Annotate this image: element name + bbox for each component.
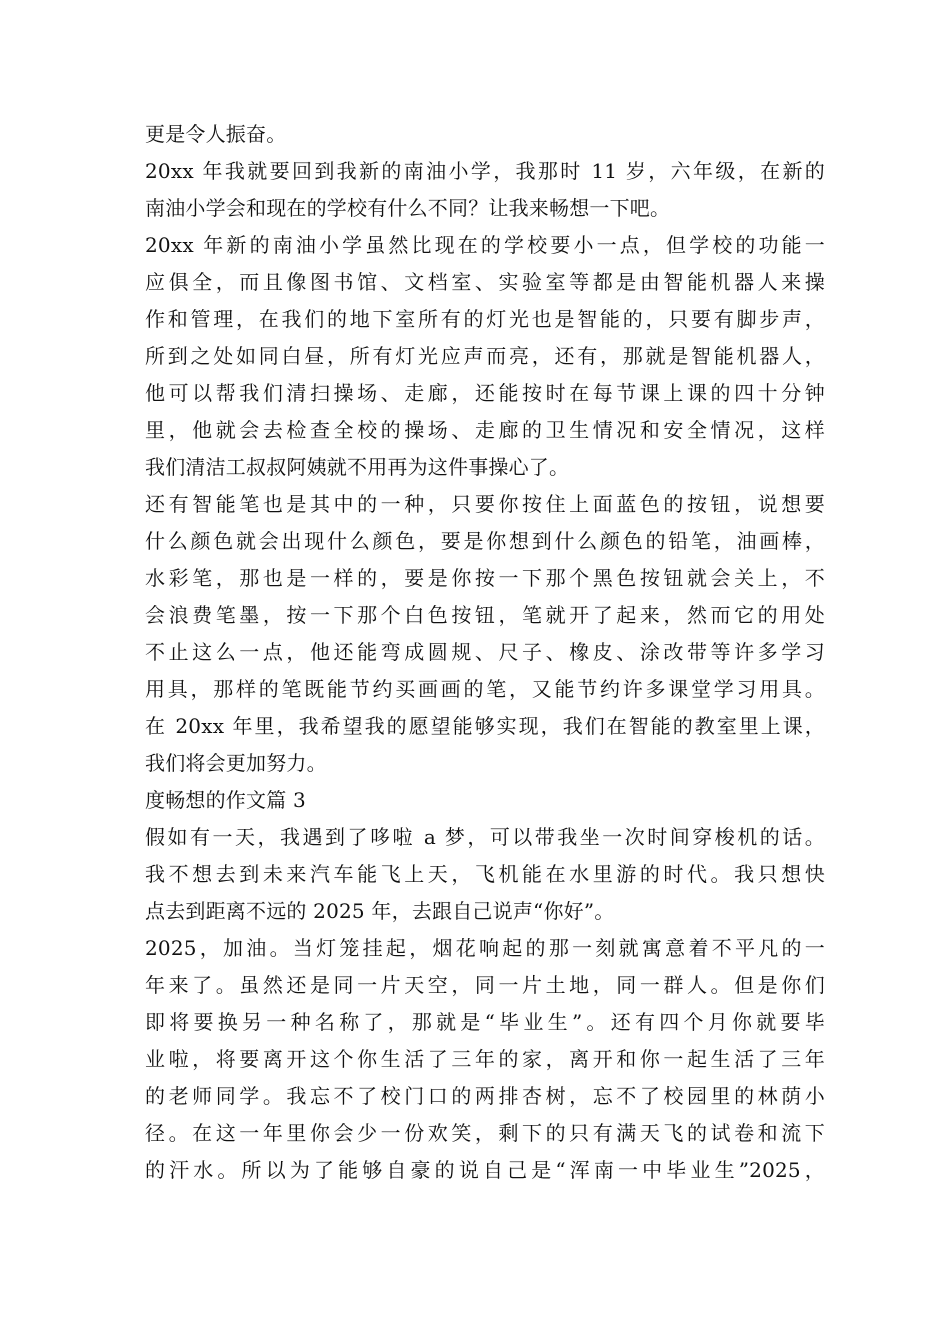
text-line: 南油小学会和现在的学校有什么不同？让我来畅想一下吧。 <box>145 196 671 220</box>
text-line: 年来了。虽然还是同一片天空，同一片土地，同一群人。但是你们 <box>145 973 825 997</box>
text-line: 什么颜色就会出现什么颜色，要是你想到什么颜色的铅笔，油画棒， <box>145 529 825 553</box>
text-line: 更是令人振奋。 <box>145 122 287 146</box>
text-line: 的汗水。所以为了能够自豪的说自己是“浑南一中毕业生”2025， <box>145 1158 825 1182</box>
text-line: 我们将会更加努力。 <box>145 751 327 775</box>
text-line: 业啦，将要离开这个你生活了三年的家，离开和你一起生活了三年 <box>145 1047 825 1071</box>
text-line: 点去到距离不远的 2025 年，去跟自己说声“你好”。 <box>145 899 615 923</box>
document-body <box>145 116 825 1189</box>
text-line: 20xx 年我就要回到我新的南油小学，我那时 11 岁，六年级，在新的 <box>145 159 825 183</box>
text-line: 里，他就会去检查全校的操场、走廊的卫生情况和安全情况，这样 <box>145 418 825 442</box>
text-line: 会浪费笔墨，按一下那个白色按钮，笔就开了起来，然而它的用处 <box>145 603 825 627</box>
text-line: 假如有一天，我遇到了哆啦 a 梦，可以带我坐一次时间穿梭机的话。 <box>145 825 825 849</box>
text-line: 所到之处如同白昼，所有灯光应声而亮，还有，那就是智能机器人， <box>145 344 825 368</box>
text-line: 即将要换另一种名称了，那就是“毕业生”。还有四个月你就要毕 <box>145 1010 825 1034</box>
text-line: 的老师同学。我忘不了校门口的两排杏树，忘不了校园里的林荫小 <box>145 1084 825 1108</box>
text-line: 不止这么一点，他还能弯成圆规、尺子、橡皮、涂改带等许多学习 <box>145 640 825 664</box>
text-line: 径。在这一年里你会少一份欢笑，剩下的只有满天飞的试卷和流下 <box>145 1121 825 1145</box>
text-line: 用具，那样的笔既能节约买画画的笔，又能节约许多课堂学习用具。 <box>145 677 825 701</box>
text-line: 20xx 年新的南油小学虽然比现在的学校要小一点，但学校的功能一 <box>145 233 825 257</box>
text-line: 我不想去到未来汽车能飞上天，飞机能在水里游的时代。我只想快 <box>145 862 825 886</box>
text-line: 应俱全，而且像图书馆、文档室、实验室等都是由智能机器人来操 <box>145 270 825 294</box>
text-line: 在 20xx 年里，我希望我的愿望能够实现，我们在智能的教室里上课， <box>145 714 825 738</box>
text-line: 我们清洁工叔叔阿姨就不用再为这件事操心了。 <box>145 455 570 479</box>
text-line: 水彩笔，那也是一样的，要是你按一下那个黑色按钮就会关上，不 <box>145 566 825 590</box>
text-line: 2025，加油。当灯笼挂起，烟花响起的那一刻就寓意着不平凡的一 <box>145 936 825 960</box>
text-line: 还有智能笔也是其中的一种，只要你按住上面蓝色的按钮，说想要 <box>145 492 825 516</box>
text-line: 度畅想的作文篇 3 <box>145 788 306 812</box>
text-line: 作和管理，在我们的地下室所有的灯光也是智能的，只要有脚步声， <box>145 307 825 331</box>
text-line: 他可以帮我们清扫操场、走廊，还能按时在每节课上课的四十分钟 <box>145 381 825 405</box>
